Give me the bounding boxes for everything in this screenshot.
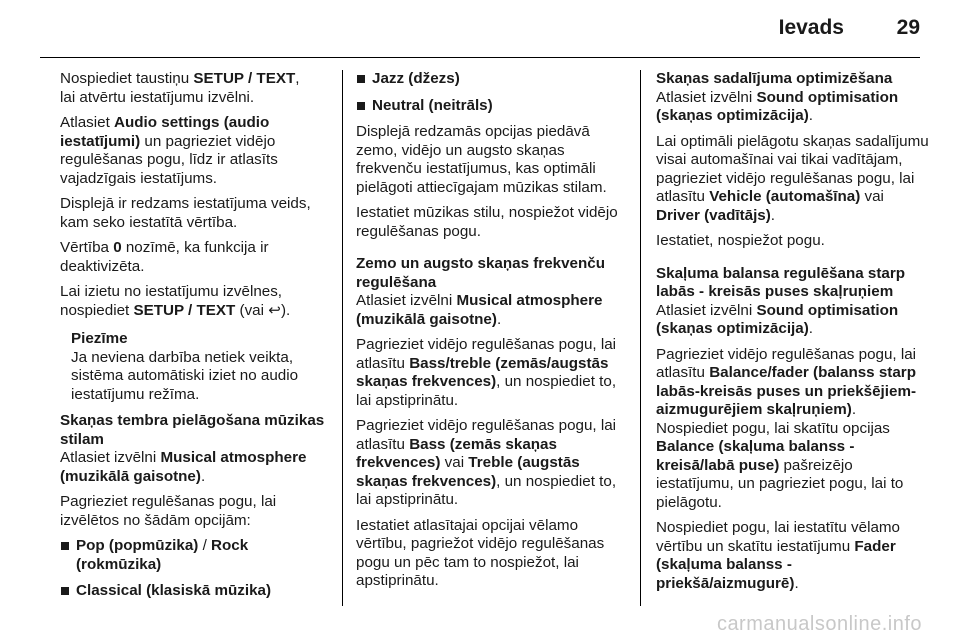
paragraph: Pagrieziet vidējo regulēšanas pogu, lai atlasītu Bass/treble (zemās/augstās skaņas frekvences), un nospiediet to, lai apstiprinātu. <box>356 336 617 409</box>
section-heading: Skaņas sadalījuma optimizēšana <box>656 70 893 87</box>
section-heading: Zemo un augsto skaņas frekvenču regulēšana <box>356 255 605 291</box>
watermark: carmanualsonline.info <box>716 613 922 635</box>
column-divider <box>640 70 641 606</box>
list-item: Classical (klasiskā mūzika) <box>60 582 330 601</box>
paragraph: Lai izietu no iestatījumu izvēlnes, nospiediet SETUP / TEXT (vai ↩). <box>60 283 291 319</box>
paragraph: Atlasiet izvēlni Sound optimisation (skaņas optimizācija). <box>656 301 899 337</box>
column-2 <box>356 70 628 598</box>
back-icon: ↩ <box>268 301 281 319</box>
header-rule <box>40 57 920 58</box>
column-divider <box>342 70 343 606</box>
section-heading: Skaņas tembra pielāgošana mūzikas stilam <box>60 412 325 448</box>
note-text: Ja neviena darbība netiek veikta, sistēma automātiski iziet no audio iestatījumu režīma. <box>71 348 299 403</box>
paragraph: Atlasiet izvēlni Sound optimisation (skaņas optimizācija). <box>656 88 899 124</box>
column-3 <box>656 70 931 600</box>
paragraph: Pagrieziet regulēšanas pogu, lai izvēlētos no šādām opcijām: <box>60 493 277 529</box>
paragraph: Lai optimāli pielāgotu skaņas sadalījumu visai automašīnai vai tikai vadītājam, pagrieziet vidējo regulēšanas pogu, lai atlasītu Vehicle (automašīna) vai Driver (vadītājs). <box>656 132 929 224</box>
list-item: Neutral (neitrāls) <box>356 97 628 116</box>
paragraph: Iestatiet, nospiežot pogu. <box>656 232 825 249</box>
list-item: Jazz (džezs) <box>356 70 628 89</box>
paragraph: Nospiediet taustiņu SETUP / TEXT, lai atvērtu iestatījumu izvēlni. <box>60 70 300 106</box>
paragraph: Pagrieziet vidējo regulēšanas pogu, lai atlasītu Bass (zemās skaņas frekvences) vai Treble (augstās skaņas frekvences), un nospiediet to, lai apstiprinātu. <box>356 417 617 508</box>
paragraph: Iestatiet mūzikas stilu, nospiežot vidējo regulēšanas pogu. <box>356 204 618 240</box>
note-box <box>71 330 330 404</box>
paragraph: Atlasiet izvēlni Musical atmosphere (muzikālā gaisotne). <box>356 292 603 328</box>
paragraph: Nospiediet pogu, lai iestatītu vēlamo vērtību un skatītu iestatījumu Fader (skaļuma balanss - priekšā/aizmugurē). <box>656 519 900 592</box>
paragraph: Displejā redzamās opcijas piedāvā zemo, vidējo un augsto skaņas frekvenču iestatījumus, kas optimāli pielāgoti attiecīgajam mūzikas stilam. <box>356 123 607 196</box>
section-title: Ievads <box>778 16 844 39</box>
paragraph: Vērtība 0 nozīmē, ka funkcija ir deaktivizēta. <box>60 239 269 275</box>
paragraph: Iestatiet atlasītajai opcijai vēlamo vērtību, pagriežot vidējo regulēšanas pogu un pēc tam to nospiežot, lai apstiprinātu. <box>356 516 605 589</box>
page-header <box>0 0 960 58</box>
paragraph: Atlasiet izvēlni Musical atmosphere (muzikālā gaisotne). <box>60 449 307 485</box>
column-1 <box>60 70 330 609</box>
section-heading: Skaļuma balansa regulēšana starp labās - kreisās puses skaļruņiem <box>656 264 906 300</box>
page-number: 29 <box>896 16 920 39</box>
paragraph: Atlasiet Audio settings (audio iestatījumi) un pagrieziet vidējo regulēšanas pogu, līdz ir atlasīts vajadzīgais iestatījums. <box>60 114 278 187</box>
option-list <box>356 70 628 115</box>
list-item: Pop (popmūzika) / Rock (rokmūzika) <box>60 537 330 574</box>
paragraph: Pagrieziet vidējo regulēšanas pogu, lai atlasītu Balance/fader (balanss starp labās-kreisās puses un priekšējiem-aizmugurējiem skaļruņiem). Nospiediet pogu, lai skatītu opcijas Balance (skaļuma balanss - kreisā/labā puse) pašreizējo iestatījumu, un pagrieziet pogu, lai to pielāgotu. <box>656 345 917 511</box>
note-title: Piezīme <box>71 330 128 347</box>
option-list <box>60 537 330 601</box>
paragraph: Displejā ir redzams iestatījuma veids, kam seko iestatītā vērtība. <box>60 195 311 231</box>
